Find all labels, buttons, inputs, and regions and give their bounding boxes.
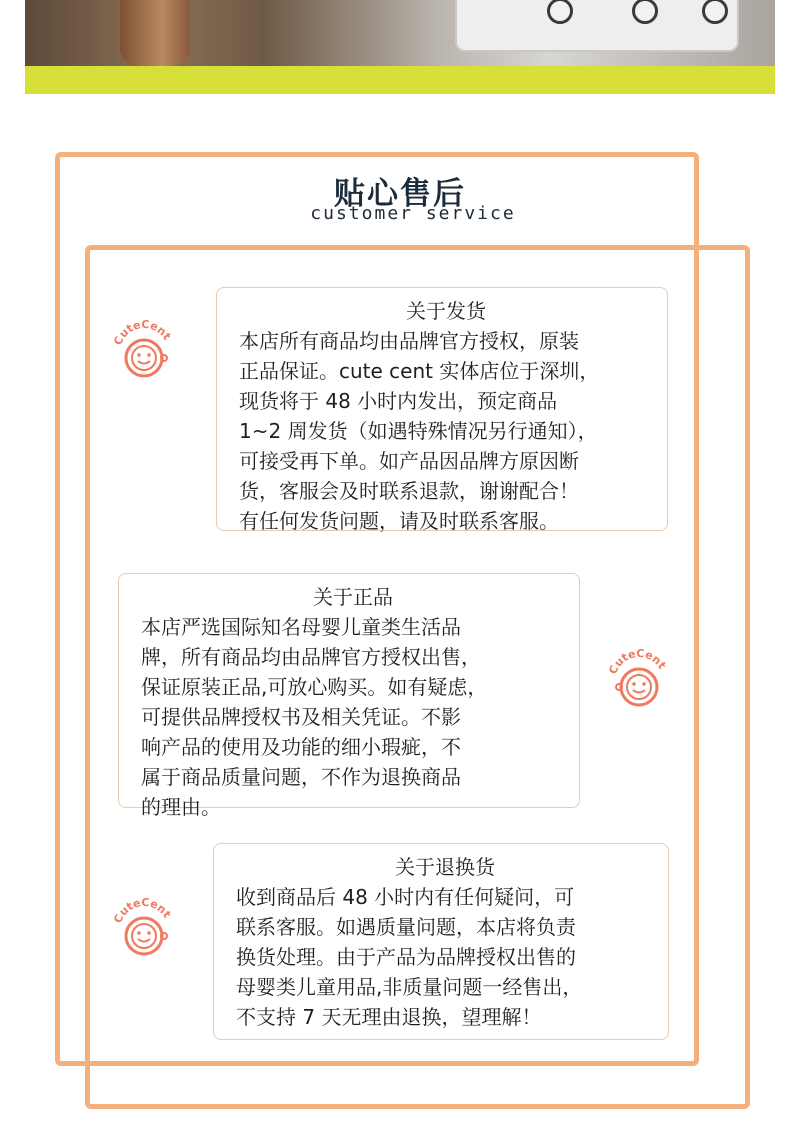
product-package-image [455, 0, 739, 52]
hero-banner [25, 0, 775, 94]
cutecent-logo-icon [108, 316, 180, 388]
svg-text:CuteCent: CuteCent [111, 895, 174, 926]
card-body: 本店所有商品均由品牌官方授权，原装 正品保证。cute cent 实体店位于深圳， 现货将于 48 小时内发出，预定商品 1~2 周发货（如遇特殊情况另行通知）， 可接受再下单。如产品因品牌方原因断 货，客服会及时联系退款，谢谢配合！ 有任何发货问题，请及时联系客服。 [239, 329, 600, 533]
shipping-info-card [216, 287, 668, 531]
authenticity-info-card [118, 573, 580, 819]
svg-text:CuteCent: CuteCent [111, 317, 174, 348]
card-title: 关于发货 [406, 299, 486, 323]
package-icon [547, 0, 573, 24]
section-title: 贴心售后 [334, 176, 466, 212]
card-body: 收到商品后 48 小时内有任何疑问，可 联系客服。如遇质量问题，本店将负责 换货处理。由于产品为品牌授权出售的 母婴类儿童用品,非质量问题一经售出， 不支持 7 天无理由退换，望理解！ [236, 885, 583, 1029]
package-icon [632, 0, 658, 24]
package-icon [702, 0, 728, 24]
card-body: 本店严选国际知名母婴儿童类生活品 牌，所有商品均由品牌官方授权出售， 保证原装正品,可放心购买。如有疑虑， 可提供品牌授权书及相关凭证。不影 响产品的使用及功能的细小瑕疵，不 属于商品质量问题，不作为退换商品 的理由。 [141, 615, 488, 819]
cutecent-logo-icon [108, 894, 180, 966]
svg-text:CuteCent: CuteCent [606, 646, 669, 677]
product-photo [25, 0, 775, 66]
child-leg-image [120, 0, 190, 66]
section-subtitle: customer service [310, 203, 516, 224]
card-title: 关于退换货 [395, 855, 495, 879]
returns-info-card [213, 843, 669, 1040]
cutecent-logo-icon [603, 645, 675, 717]
card-title: 关于正品 [313, 585, 393, 609]
